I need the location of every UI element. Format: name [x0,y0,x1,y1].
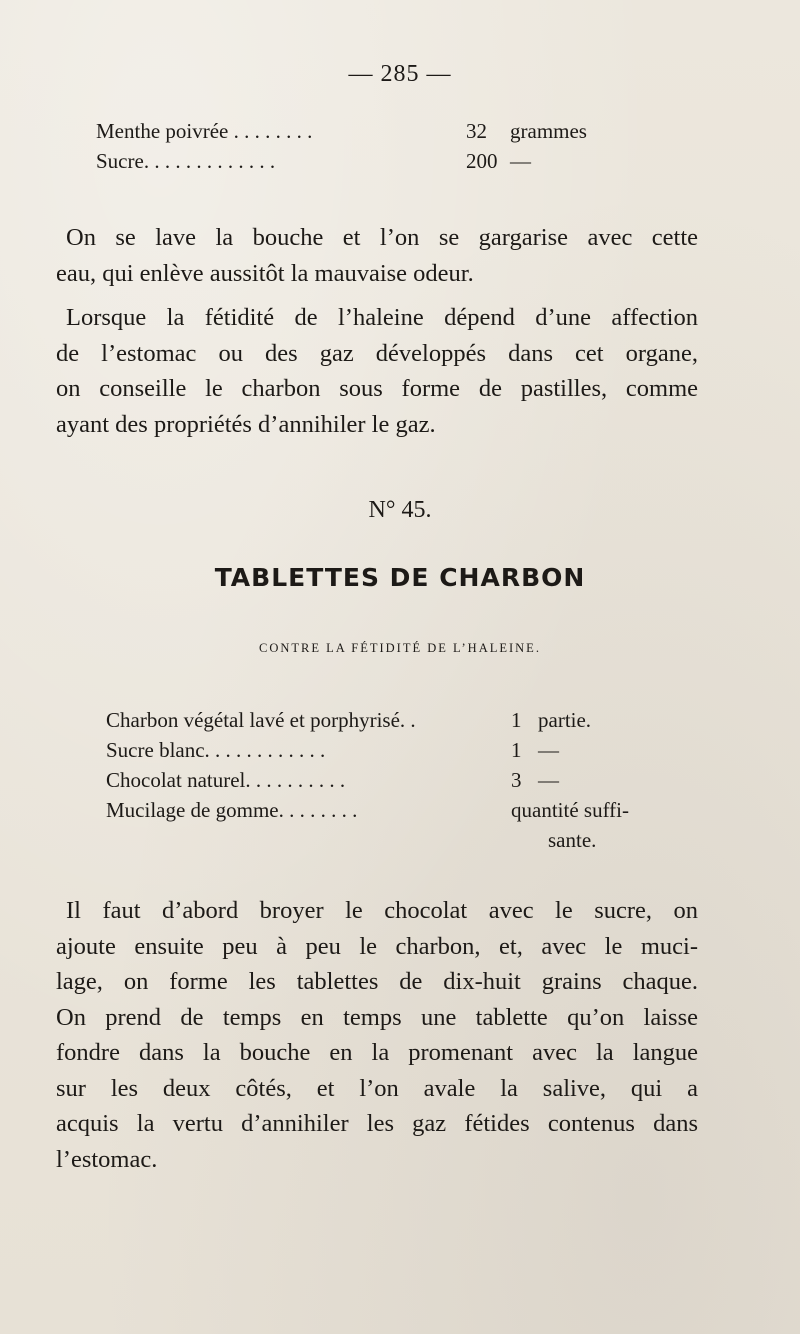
recipe-row [106,765,666,795]
text-line: l’estomac. [56,1145,158,1173]
paragraph-stomach [56,300,698,442]
paragraph-rinse [56,220,698,291]
recipe-row [96,146,576,176]
ingredient-name: Menthe poivrée . . . . . . . . [96,119,313,143]
text-line: on conseille le charbon sous forme de pastilles, comme [56,375,698,402]
ingredient-unit: — [510,149,531,173]
ingredient-quantity: 32 [466,119,487,143]
recipe-list-mint [96,116,587,176]
text-line: lage, on forme les tablettes de dix-huit grains chaque. [56,968,698,995]
ingredient-unit-continued: sante. [548,828,597,852]
text-line: On se lave la bouche et l’on se gargarise avec cette [66,224,698,251]
text-line: Il faut d’abord broyer le chocolat avec le sucre, on [66,897,698,924]
ingredient-unit: grammes [510,119,587,143]
ingredient-name: Mucilage de gomme. . . . . . . . [106,798,358,822]
text-line: Lorsque la fétidité de l’haleine dépend d’une affection [66,304,698,331]
text-line: sur les deux côtés, et l’on avale la salive, qui a [56,1074,698,1102]
recipe-row [106,795,666,852]
recipe-list-charcoal [106,705,666,852]
text-line: de l’estomac ou des gaz développés dans cet organe, [56,339,698,367]
text-line: ayant des propriétés d’annihiler le gaz. [56,410,436,438]
section-subtitle: CONTRE LA FÉTIDITÉ DE L’HALEINE. [259,641,541,655]
formula-number: N° 45. [368,497,432,523]
ingredient-name: Sucre blanc. . . . . . . . . . . . [106,738,326,762]
text-line: fondre dans la bouche en la promenant avec la langue [56,1039,698,1066]
section-title: TABLETTES DE CHARBON [214,563,586,592]
text-line: ajoute ensuite peu à peu le charbon, et, avec le muci- [56,932,698,960]
ingredient-quantity: 200 [466,149,498,173]
recipe-row [106,705,666,735]
text-line: On prend de temps en temps une tablette qu’on laisse [56,1003,698,1031]
ingredient-name: Sucre. . . . . . . . . . . . . [96,149,276,173]
recipe-row [96,116,587,146]
ingredient-unit: partie. [538,708,592,732]
paragraph-instructions [56,893,698,1177]
ingredient-unit: — [538,738,559,762]
ingredient-quantity: 1 [511,738,522,762]
text-line: eau, qui enlève aussitôt la mauvaise odeur. [56,259,474,287]
ingredient-quantity: 1 [511,708,522,732]
text-line: acquis la vertu d’annihiler les gaz fétides contenus dans [56,1110,698,1137]
page-number: — 285 — [348,61,452,87]
ingredient-unit: — [538,768,559,792]
ingredient-name: Charbon végétal lavé et porphyrisé. . [106,708,416,732]
recipe-row [106,735,666,765]
ingredient-unit: quantité suffi- [511,798,630,822]
ingredient-name: Chocolat naturel. . . . . . . . . . [106,768,346,792]
ingredient-quantity: 3 [511,768,522,792]
